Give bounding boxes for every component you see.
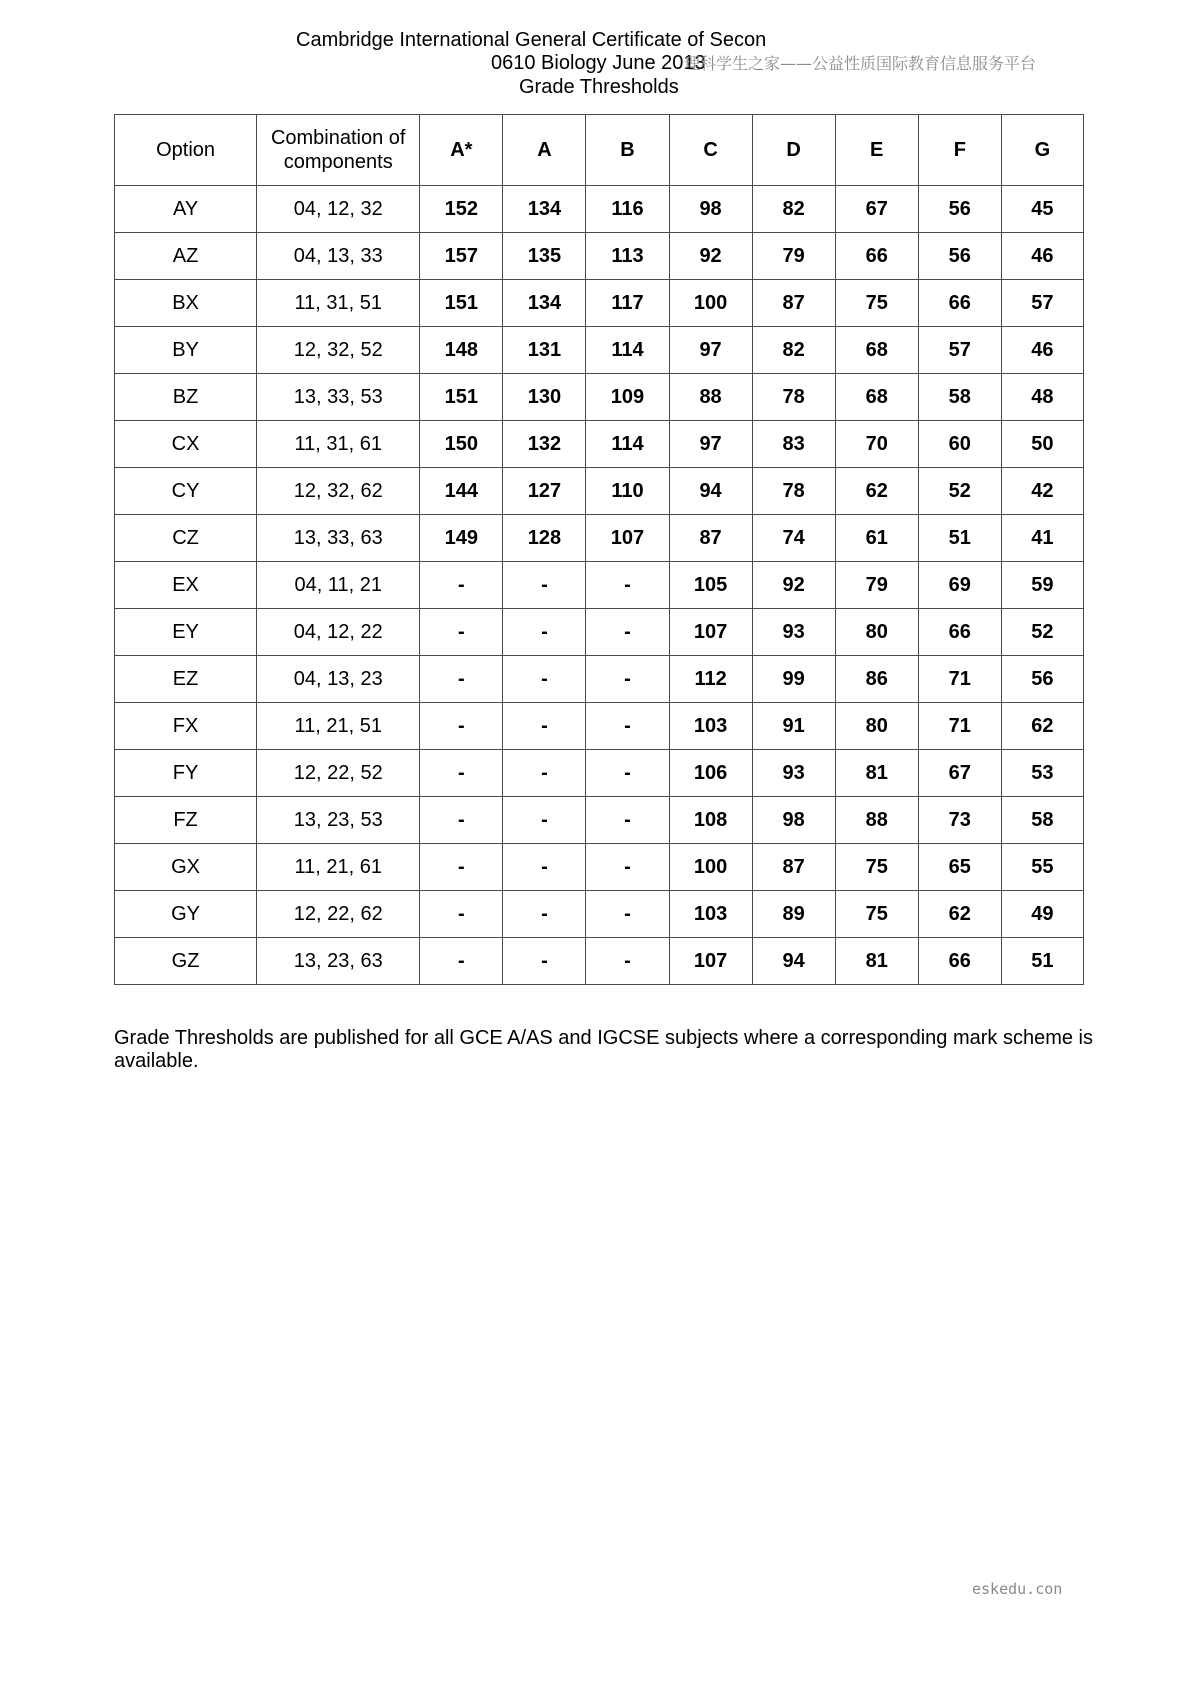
- threshold-cell: -: [420, 703, 503, 750]
- threshold-cell: 51: [1001, 938, 1083, 985]
- threshold-cell: 57: [1001, 280, 1083, 327]
- threshold-cell: 92: [752, 562, 835, 609]
- table-row: [115, 703, 1084, 750]
- header-option: Option: [115, 115, 257, 186]
- components-cell: 11, 21, 51: [257, 703, 420, 750]
- threshold-cell: 70: [835, 421, 918, 468]
- header-grade: A*: [420, 115, 503, 186]
- threshold-cell: 66: [835, 233, 918, 280]
- threshold-cell: 131: [503, 327, 586, 374]
- threshold-cell: 50: [1001, 421, 1083, 468]
- table-row: [115, 938, 1084, 985]
- threshold-cell: 89: [752, 891, 835, 938]
- threshold-cell: 103: [669, 703, 752, 750]
- threshold-cell: -: [586, 703, 669, 750]
- threshold-cell: 110: [586, 468, 669, 515]
- table-row: [115, 233, 1084, 280]
- option-cell: EX: [115, 562, 257, 609]
- threshold-cell: 67: [918, 750, 1001, 797]
- option-cell: EY: [115, 609, 257, 656]
- table-row: [115, 844, 1084, 891]
- threshold-cell: 98: [669, 186, 752, 233]
- table-row: [115, 280, 1084, 327]
- header-grade: D: [752, 115, 835, 186]
- components-cell: 11, 21, 61: [257, 844, 420, 891]
- threshold-cell: -: [503, 609, 586, 656]
- option-cell: FZ: [115, 797, 257, 844]
- header-grade: C: [669, 115, 752, 186]
- threshold-cell: 106: [669, 750, 752, 797]
- threshold-cell: 60: [918, 421, 1001, 468]
- threshold-cell: 108: [669, 797, 752, 844]
- threshold-cell: 92: [669, 233, 752, 280]
- threshold-cell: 127: [503, 468, 586, 515]
- components-cell: 04, 11, 21: [257, 562, 420, 609]
- table-row: [115, 421, 1084, 468]
- option-cell: BY: [115, 327, 257, 374]
- table-row: [115, 891, 1084, 938]
- table-row: [115, 468, 1084, 515]
- threshold-cell: 135: [503, 233, 586, 280]
- threshold-cell: 114: [586, 421, 669, 468]
- option-cell: EZ: [115, 656, 257, 703]
- threshold-cell: 80: [835, 609, 918, 656]
- threshold-cell: 75: [835, 280, 918, 327]
- threshold-cell: 66: [918, 938, 1001, 985]
- threshold-cell: -: [503, 562, 586, 609]
- threshold-cell: -: [503, 703, 586, 750]
- table-row: [115, 656, 1084, 703]
- threshold-cell: 56: [1001, 656, 1083, 703]
- option-cell: GZ: [115, 938, 257, 985]
- option-cell: FY: [115, 750, 257, 797]
- threshold-cell: 94: [752, 938, 835, 985]
- threshold-cell: 78: [752, 468, 835, 515]
- threshold-cell: -: [586, 562, 669, 609]
- components-cell: 12, 32, 62: [257, 468, 420, 515]
- threshold-cell: 100: [669, 844, 752, 891]
- threshold-cell: -: [503, 656, 586, 703]
- threshold-cell: 52: [918, 468, 1001, 515]
- threshold-cell: 128: [503, 515, 586, 562]
- threshold-cell: 56: [918, 233, 1001, 280]
- option-cell: GX: [115, 844, 257, 891]
- components-cell: 12, 22, 62: [257, 891, 420, 938]
- threshold-cell: 83: [752, 421, 835, 468]
- threshold-cell: 66: [918, 280, 1001, 327]
- threshold-cell: 134: [503, 186, 586, 233]
- threshold-cell: 56: [918, 186, 1001, 233]
- threshold-cell: 91: [752, 703, 835, 750]
- threshold-cell: 97: [669, 327, 752, 374]
- document-title: Cambridge International General Certificate of Secon: [296, 29, 767, 51]
- threshold-cell: 82: [752, 327, 835, 374]
- option-cell: FX: [115, 703, 257, 750]
- threshold-cell: 149: [420, 515, 503, 562]
- threshold-cell: 49: [1001, 891, 1083, 938]
- components-cell: 11, 31, 51: [257, 280, 420, 327]
- threshold-cell: 88: [835, 797, 918, 844]
- threshold-cell: 46: [1001, 233, 1083, 280]
- footnote: Grade Thresholds are published for all GCE A/AS and IGCSE subjects where a corresponding mark scheme is available.: [114, 1027, 1093, 1072]
- table-row: [115, 327, 1084, 374]
- threshold-cell: 75: [835, 891, 918, 938]
- threshold-cell: -: [586, 891, 669, 938]
- threshold-cell: 151: [420, 280, 503, 327]
- threshold-cell: 71: [918, 656, 1001, 703]
- threshold-cell: 87: [752, 844, 835, 891]
- threshold-cell: 100: [669, 280, 752, 327]
- threshold-cell: 87: [669, 515, 752, 562]
- threshold-cell: 69: [918, 562, 1001, 609]
- threshold-cell: -: [586, 844, 669, 891]
- threshold-cell: 98: [752, 797, 835, 844]
- components-cell: 13, 33, 63: [257, 515, 420, 562]
- table-row: [115, 515, 1084, 562]
- threshold-cell: 113: [586, 233, 669, 280]
- threshold-cell: 97: [669, 421, 752, 468]
- threshold-cell: 55: [1001, 844, 1083, 891]
- threshold-cell: 152: [420, 186, 503, 233]
- components-cell: 13, 23, 63: [257, 938, 420, 985]
- option-cell: CY: [115, 468, 257, 515]
- threshold-cell: 114: [586, 327, 669, 374]
- header-grade: F: [918, 115, 1001, 186]
- threshold-cell: 62: [918, 891, 1001, 938]
- threshold-cell: 65: [918, 844, 1001, 891]
- header-grade: E: [835, 115, 918, 186]
- grade-thresholds-table: [114, 114, 1084, 985]
- header-grade: A: [503, 115, 586, 186]
- threshold-cell: -: [586, 750, 669, 797]
- threshold-cell: -: [420, 797, 503, 844]
- threshold-cell: 157: [420, 233, 503, 280]
- threshold-cell: 81: [835, 938, 918, 985]
- threshold-cell: 134: [503, 280, 586, 327]
- option-cell: GY: [115, 891, 257, 938]
- threshold-cell: 116: [586, 186, 669, 233]
- threshold-cell: 71: [918, 703, 1001, 750]
- threshold-cell: -: [586, 609, 669, 656]
- document-subtitle: 0610 Biology June 2013: [491, 52, 706, 74]
- table-row: [115, 609, 1084, 656]
- option-cell: AZ: [115, 233, 257, 280]
- header-combination: Combination of components: [257, 115, 420, 186]
- threshold-cell: 93: [752, 609, 835, 656]
- header-grade: G: [1001, 115, 1083, 186]
- threshold-cell: 99: [752, 656, 835, 703]
- threshold-cell: -: [586, 797, 669, 844]
- threshold-cell: 132: [503, 421, 586, 468]
- option-cell: CX: [115, 421, 257, 468]
- threshold-cell: 58: [1001, 797, 1083, 844]
- threshold-cell: 41: [1001, 515, 1083, 562]
- table-row: [115, 374, 1084, 421]
- threshold-cell: -: [586, 938, 669, 985]
- threshold-cell: 59: [1001, 562, 1083, 609]
- threshold-cell: 144: [420, 468, 503, 515]
- threshold-cell: 68: [835, 374, 918, 421]
- threshold-cell: -: [420, 844, 503, 891]
- threshold-cell: 107: [669, 938, 752, 985]
- threshold-cell: 117: [586, 280, 669, 327]
- threshold-cell: 81: [835, 750, 918, 797]
- threshold-cell: 67: [835, 186, 918, 233]
- table-row: [115, 186, 1084, 233]
- threshold-cell: -: [420, 609, 503, 656]
- threshold-cell: 82: [752, 186, 835, 233]
- components-cell: 13, 33, 53: [257, 374, 420, 421]
- components-cell: 12, 32, 52: [257, 327, 420, 374]
- document-heading: Grade Thresholds: [519, 76, 679, 98]
- threshold-cell: 66: [918, 609, 1001, 656]
- threshold-cell: 151: [420, 374, 503, 421]
- components-cell: 11, 31, 61: [257, 421, 420, 468]
- components-cell: 04, 13, 33: [257, 233, 420, 280]
- threshold-cell: -: [420, 656, 503, 703]
- threshold-cell: 109: [586, 374, 669, 421]
- option-cell: BZ: [115, 374, 257, 421]
- threshold-cell: 75: [835, 844, 918, 891]
- table-header-row: [115, 115, 1084, 186]
- threshold-cell: -: [503, 938, 586, 985]
- site-url: eskedu.con: [972, 1580, 1063, 1598]
- option-cell: AY: [115, 186, 257, 233]
- threshold-cell: 105: [669, 562, 752, 609]
- threshold-cell: 112: [669, 656, 752, 703]
- threshold-cell: 93: [752, 750, 835, 797]
- threshold-cell: -: [420, 750, 503, 797]
- threshold-cell: 107: [669, 609, 752, 656]
- threshold-cell: 148: [420, 327, 503, 374]
- threshold-cell: 45: [1001, 186, 1083, 233]
- threshold-cell: -: [503, 750, 586, 797]
- threshold-cell: 58: [918, 374, 1001, 421]
- threshold-cell: 46: [1001, 327, 1083, 374]
- threshold-cell: 94: [669, 468, 752, 515]
- threshold-cell: 79: [835, 562, 918, 609]
- threshold-cell: -: [586, 656, 669, 703]
- threshold-cell: 78: [752, 374, 835, 421]
- threshold-cell: 42: [1001, 468, 1083, 515]
- components-cell: 12, 22, 52: [257, 750, 420, 797]
- table-row: [115, 562, 1084, 609]
- threshold-cell: 103: [669, 891, 752, 938]
- threshold-cell: 73: [918, 797, 1001, 844]
- threshold-cell: 88: [669, 374, 752, 421]
- threshold-cell: 150: [420, 421, 503, 468]
- threshold-cell: -: [420, 562, 503, 609]
- threshold-cell: 62: [835, 468, 918, 515]
- table-row: [115, 750, 1084, 797]
- threshold-cell: 57: [918, 327, 1001, 374]
- threshold-cell: 79: [752, 233, 835, 280]
- threshold-cell: 61: [835, 515, 918, 562]
- threshold-cell: 130: [503, 374, 586, 421]
- threshold-cell: -: [503, 891, 586, 938]
- threshold-cell: 48: [1001, 374, 1083, 421]
- threshold-cell: 74: [752, 515, 835, 562]
- threshold-cell: 107: [586, 515, 669, 562]
- threshold-cell: 68: [835, 327, 918, 374]
- option-cell: BX: [115, 280, 257, 327]
- threshold-cell: -: [503, 844, 586, 891]
- watermark-text: 理科学生之家——公益性质国际教育信息服务平台: [684, 54, 1037, 73]
- components-cell: 04, 13, 23: [257, 656, 420, 703]
- table-row: [115, 797, 1084, 844]
- threshold-cell: -: [420, 891, 503, 938]
- header-grade: B: [586, 115, 669, 186]
- threshold-cell: 53: [1001, 750, 1083, 797]
- threshold-cell: 80: [835, 703, 918, 750]
- components-cell: 04, 12, 32: [257, 186, 420, 233]
- components-cell: 04, 12, 22: [257, 609, 420, 656]
- threshold-cell: 52: [1001, 609, 1083, 656]
- threshold-cell: 62: [1001, 703, 1083, 750]
- components-cell: 13, 23, 53: [257, 797, 420, 844]
- threshold-cell: -: [503, 797, 586, 844]
- threshold-cell: -: [420, 938, 503, 985]
- threshold-cell: 51: [918, 515, 1001, 562]
- threshold-cell: 87: [752, 280, 835, 327]
- threshold-cell: 86: [835, 656, 918, 703]
- option-cell: CZ: [115, 515, 257, 562]
